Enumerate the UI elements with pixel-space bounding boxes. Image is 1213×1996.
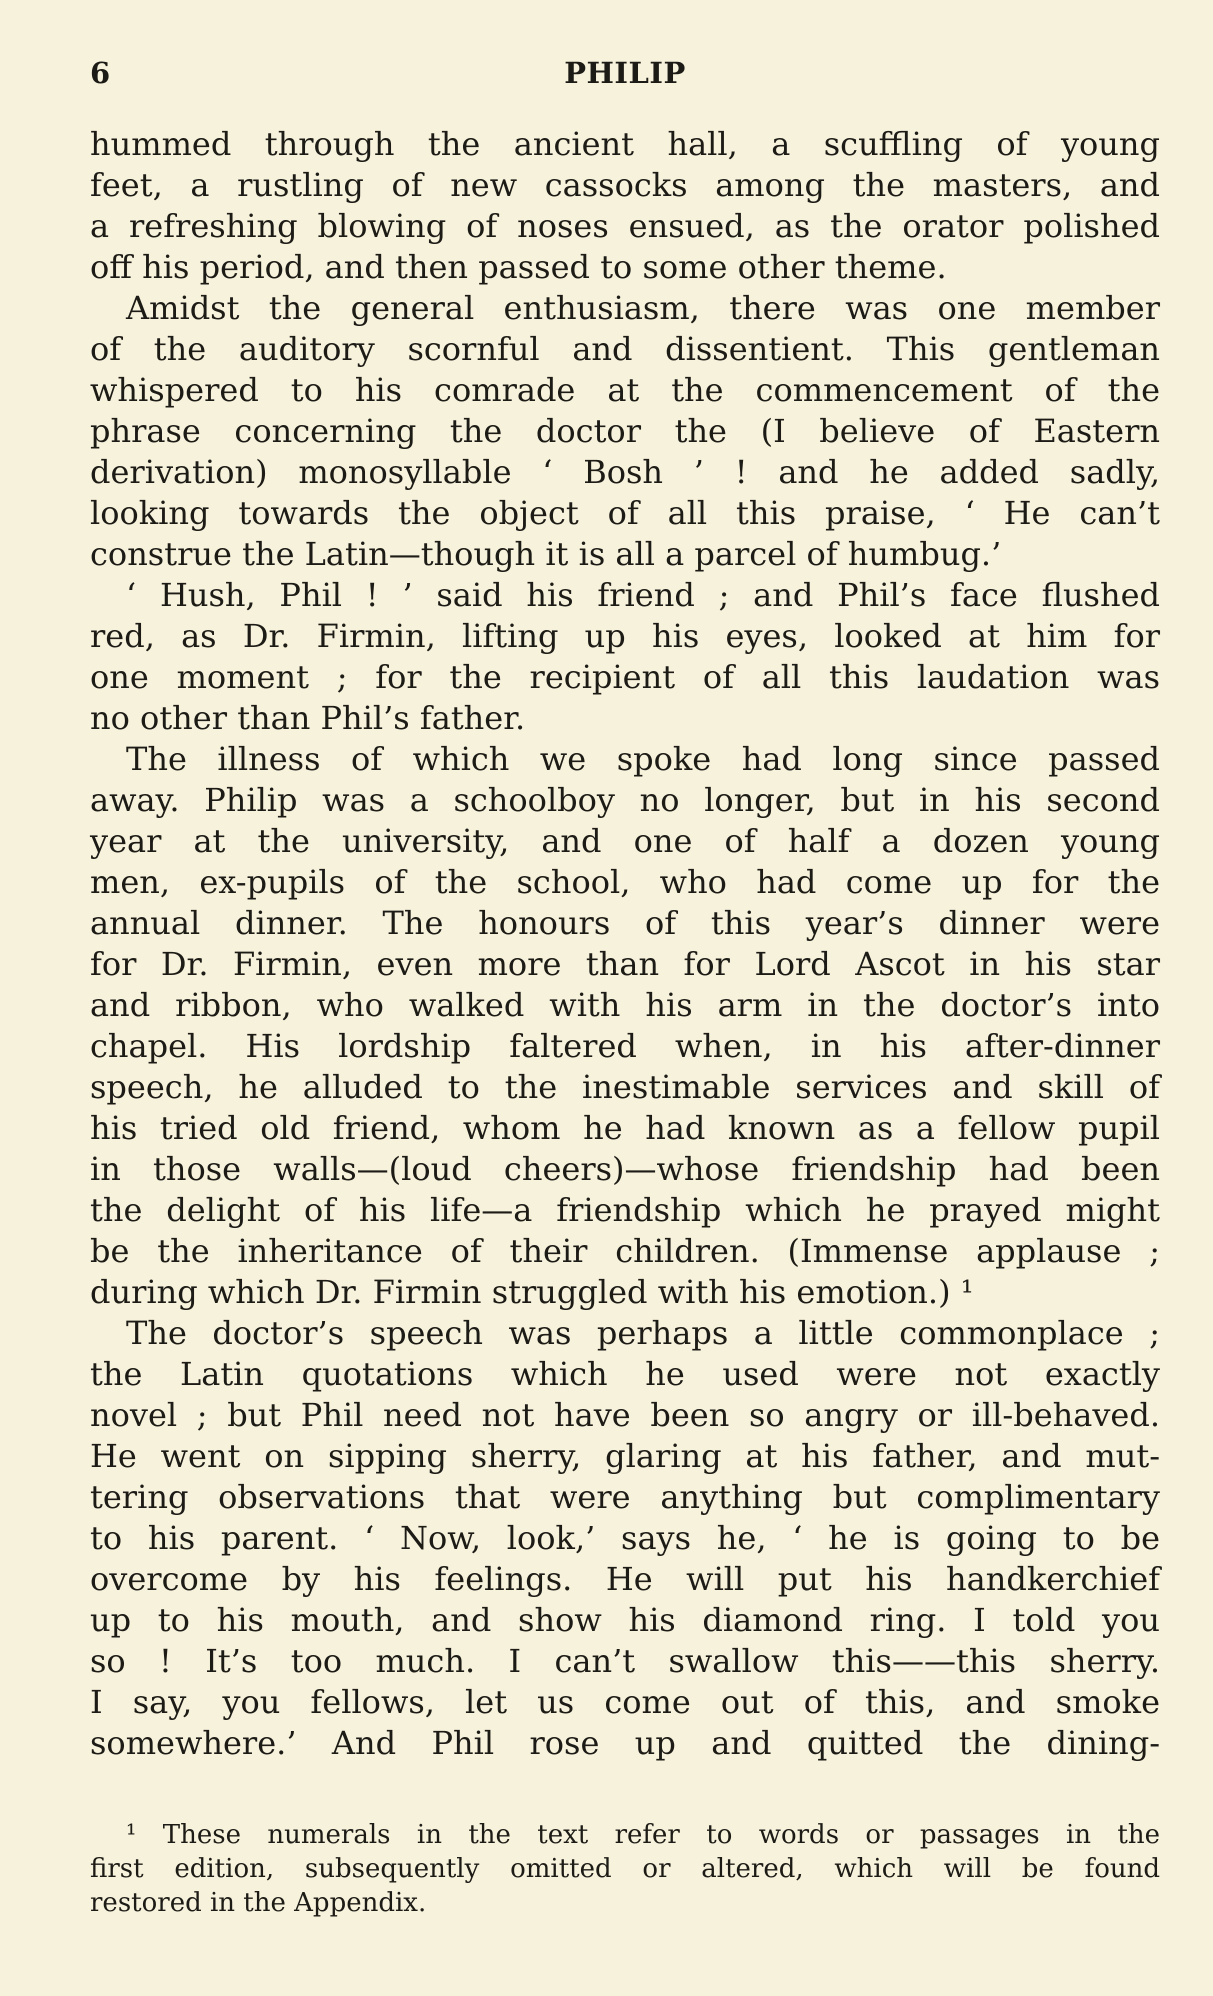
text-line: to his parent. ‘ Now, look,’ says he, ‘ he is going to be <box>90 1519 1160 1557</box>
text-line: tering observations that were anything but complimentary <box>90 1478 1160 1516</box>
book-page <box>90 48 1160 1948</box>
text-line: The illness of which we spoke had long since passed <box>126 740 1160 778</box>
running-title: PHILIP <box>564 56 686 90</box>
text-line: speech, he alluded to the inestimable services and skill of <box>90 1068 1160 1106</box>
footnote-line: restored in the Appendix. <box>90 1888 427 1918</box>
text-line: novel ; but Phil need not have been so angry or ill-behaved. <box>90 1396 1160 1434</box>
text-line: away. Philip was a schoolboy no longer, but in his second <box>90 781 1160 819</box>
footnote-line: ¹ These numerals in the text refer to words or passages in the <box>126 1820 1160 1850</box>
page-header <box>90 48 1160 98</box>
footnote-line: first edition, subsequently omitted or altered, which will be found <box>90 1854 1160 1884</box>
text-line: The doctor’s speech was perhaps a little commonplace ; <box>126 1314 1160 1352</box>
text-line: ‘ Hush, Phil ! ’ said his friend ; and Phil’s face flushed <box>126 576 1160 614</box>
text-line: looking towards the object of all this praise, ‘ He can’t <box>90 494 1160 532</box>
text-line: phrase concerning the doctor the (I believe of Eastern <box>90 412 1160 450</box>
text-line: a refreshing blowing of noses ensued, as the orator polished <box>90 207 1160 245</box>
text-line: no other than Phil’s father. <box>90 699 526 737</box>
text-line: feet, a rustling of new cassocks among the masters, and <box>90 166 1160 204</box>
text-line: year at the university, and one of half a dozen young <box>90 822 1160 860</box>
text-line: one moment ; for the recipient of all this laudation was <box>90 658 1160 696</box>
page-number: 6 <box>90 56 111 90</box>
text-line: for Dr. Firmin, even more than for Lord Ascot in his star <box>90 945 1160 983</box>
text-line: hummed through the ancient hall, a scuffling of young <box>90 125 1160 163</box>
text-line: up to his mouth, and show his diamond ring. I told you <box>90 1601 1160 1639</box>
text-line: the Latin quotations which he used were not exactly <box>90 1355 1160 1393</box>
text-line: overcome by his feelings. He will put his handkerchief <box>90 1560 1160 1598</box>
text-line: be the inheritance of their children. (Immense applause ; <box>90 1232 1160 1270</box>
text-line: red, as Dr. Firmin, lifting up his eyes, looked at him for <box>90 617 1160 655</box>
text-line: construe the Latin—though it is all a parcel of humbug.’ <box>90 535 1002 573</box>
text-line: annual dinner. The honours of this year’s dinner were <box>90 904 1160 942</box>
text-line: his tried old friend, whom he had known as a fellow pupil <box>90 1109 1160 1147</box>
text-line: chapel. His lordship faltered when, in his after-dinner <box>90 1027 1160 1065</box>
text-line: and ribbon, who walked with his arm in the doctor’s into <box>90 986 1160 1024</box>
text-line: somewhere.’ And Phil rose up and quitted the dining- <box>90 1724 1160 1762</box>
text-line: He went on sipping sherry, glaring at his father, and mut- <box>90 1437 1160 1475</box>
body-text <box>90 124 1160 1764</box>
text-line: the delight of his life—a friendship which he prayed might <box>90 1191 1160 1229</box>
text-line: in those walls—(loud cheers)—whose friendship had been <box>90 1150 1160 1188</box>
text-line: during which Dr. Firmin struggled with his emotion.) ¹ <box>90 1273 974 1311</box>
text-line: of the auditory scornful and dissentient. This gentleman <box>90 330 1160 368</box>
text-line: so ! It’s too much. I can’t swallow this——this sherry. <box>90 1642 1160 1680</box>
text-line: derivation) monosyllable ‘ Bosh ’ ! and he added sadly, <box>90 453 1160 491</box>
text-line: I say, you fellows, let us come out of this, and smoke <box>90 1683 1160 1721</box>
footnote <box>90 1818 1160 1920</box>
text-line: off his period, and then passed to some other theme. <box>90 248 947 286</box>
text-line: men, ex-pupils of the school, who had come up for the <box>90 863 1160 901</box>
text-line: whispered to his comrade at the commencement of the <box>90 371 1160 409</box>
text-line: Amidst the general enthusiasm, there was one member <box>126 289 1160 327</box>
